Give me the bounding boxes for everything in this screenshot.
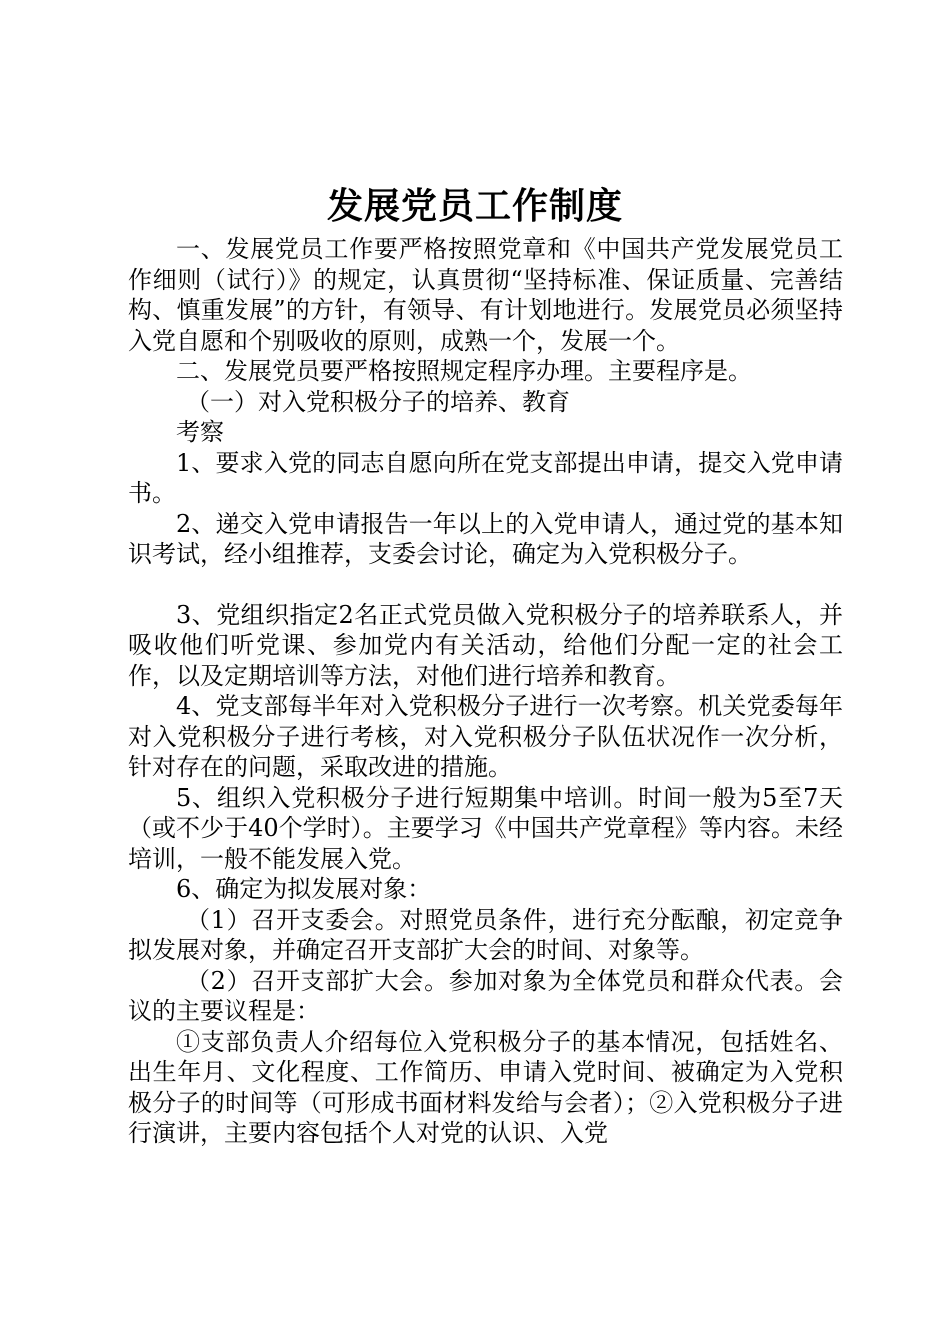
subitem-2: （2）召开支部扩大会。参加对象为全体党员和群众代表。会议的主要议程是：: [128, 966, 843, 1025]
section-heading-1: （一）对入党积极分子的培养、教育: [186, 387, 570, 416]
section-heading-1-cont: 考察: [176, 418, 224, 446]
item-5: 5、组织入党积极分子进行短期集中培训。时间一般为5至7天（或不少于40个学时）。主要学习《中国共产党章程》等内容。未经培训，一般不能发展入党。: [128, 783, 843, 873]
item-6: 6、确定为拟发展对象：: [176, 875, 432, 903]
item-2: 2、递交入党申请报告一年以上的入党申请人，通过党的基本知识考试，经小组推荐，支委会讨论，确定为入党积极分子。: [128, 509, 843, 568]
agenda-items: ①支部负责人介绍每位入党积极分子的基本情况，包括姓名、出生年月、文化程度、工作简历、申请入党时间、被确定为入党积极分子的时间等（可形成书面材料发给与会者）；②入党积极分子进行演讲，主要内容包括个人对党的认识、入党: [128, 1027, 843, 1147]
document-title: 发展党员工作制度: [326, 186, 623, 227]
item-1: 1、要求入党的同志自愿向所在党支部提出申请，提交入党申请书。: [128, 448, 843, 507]
paragraph-1: 一、发展党员工作要严格按照党章和《中国共产党发展党员工作细则（试行）》的规定，认真贯彻“坚持标准、保证质量、完善结构、慎重发展”的方针，有领导、有计划地进行。发展党员必须坚持入党自愿和个别吸收的原则，成熟一个，发展一个。: [128, 235, 843, 355]
subitem-1: （1）召开支委会。对照党员条件，进行充分酝酿，初定竞争拟发展对象，并确定召开支部扩大会的时间、对象等。: [128, 905, 843, 964]
item-3: 3、党组织指定2名正式党员做入党积极分子的培养联系人，并吸收他们听党课、参加党内有关活动，给他们分配一定的社会工作，以及定期培训等方法，对他们进行培养和教育。: [128, 600, 843, 690]
item-4: 4、党支部每半年对入党积极分子进行一次考察。机关党委每年对入党积极分子进行考核，对入党积极分子队伍状况作一次分析，针对存在的问题，采取改进的措施。: [128, 692, 843, 781]
document-body: [128, 234, 843, 1149]
paragraph-2: 二、发展党员要严格按照规定程序办理。主要程序是。: [176, 357, 752, 385]
